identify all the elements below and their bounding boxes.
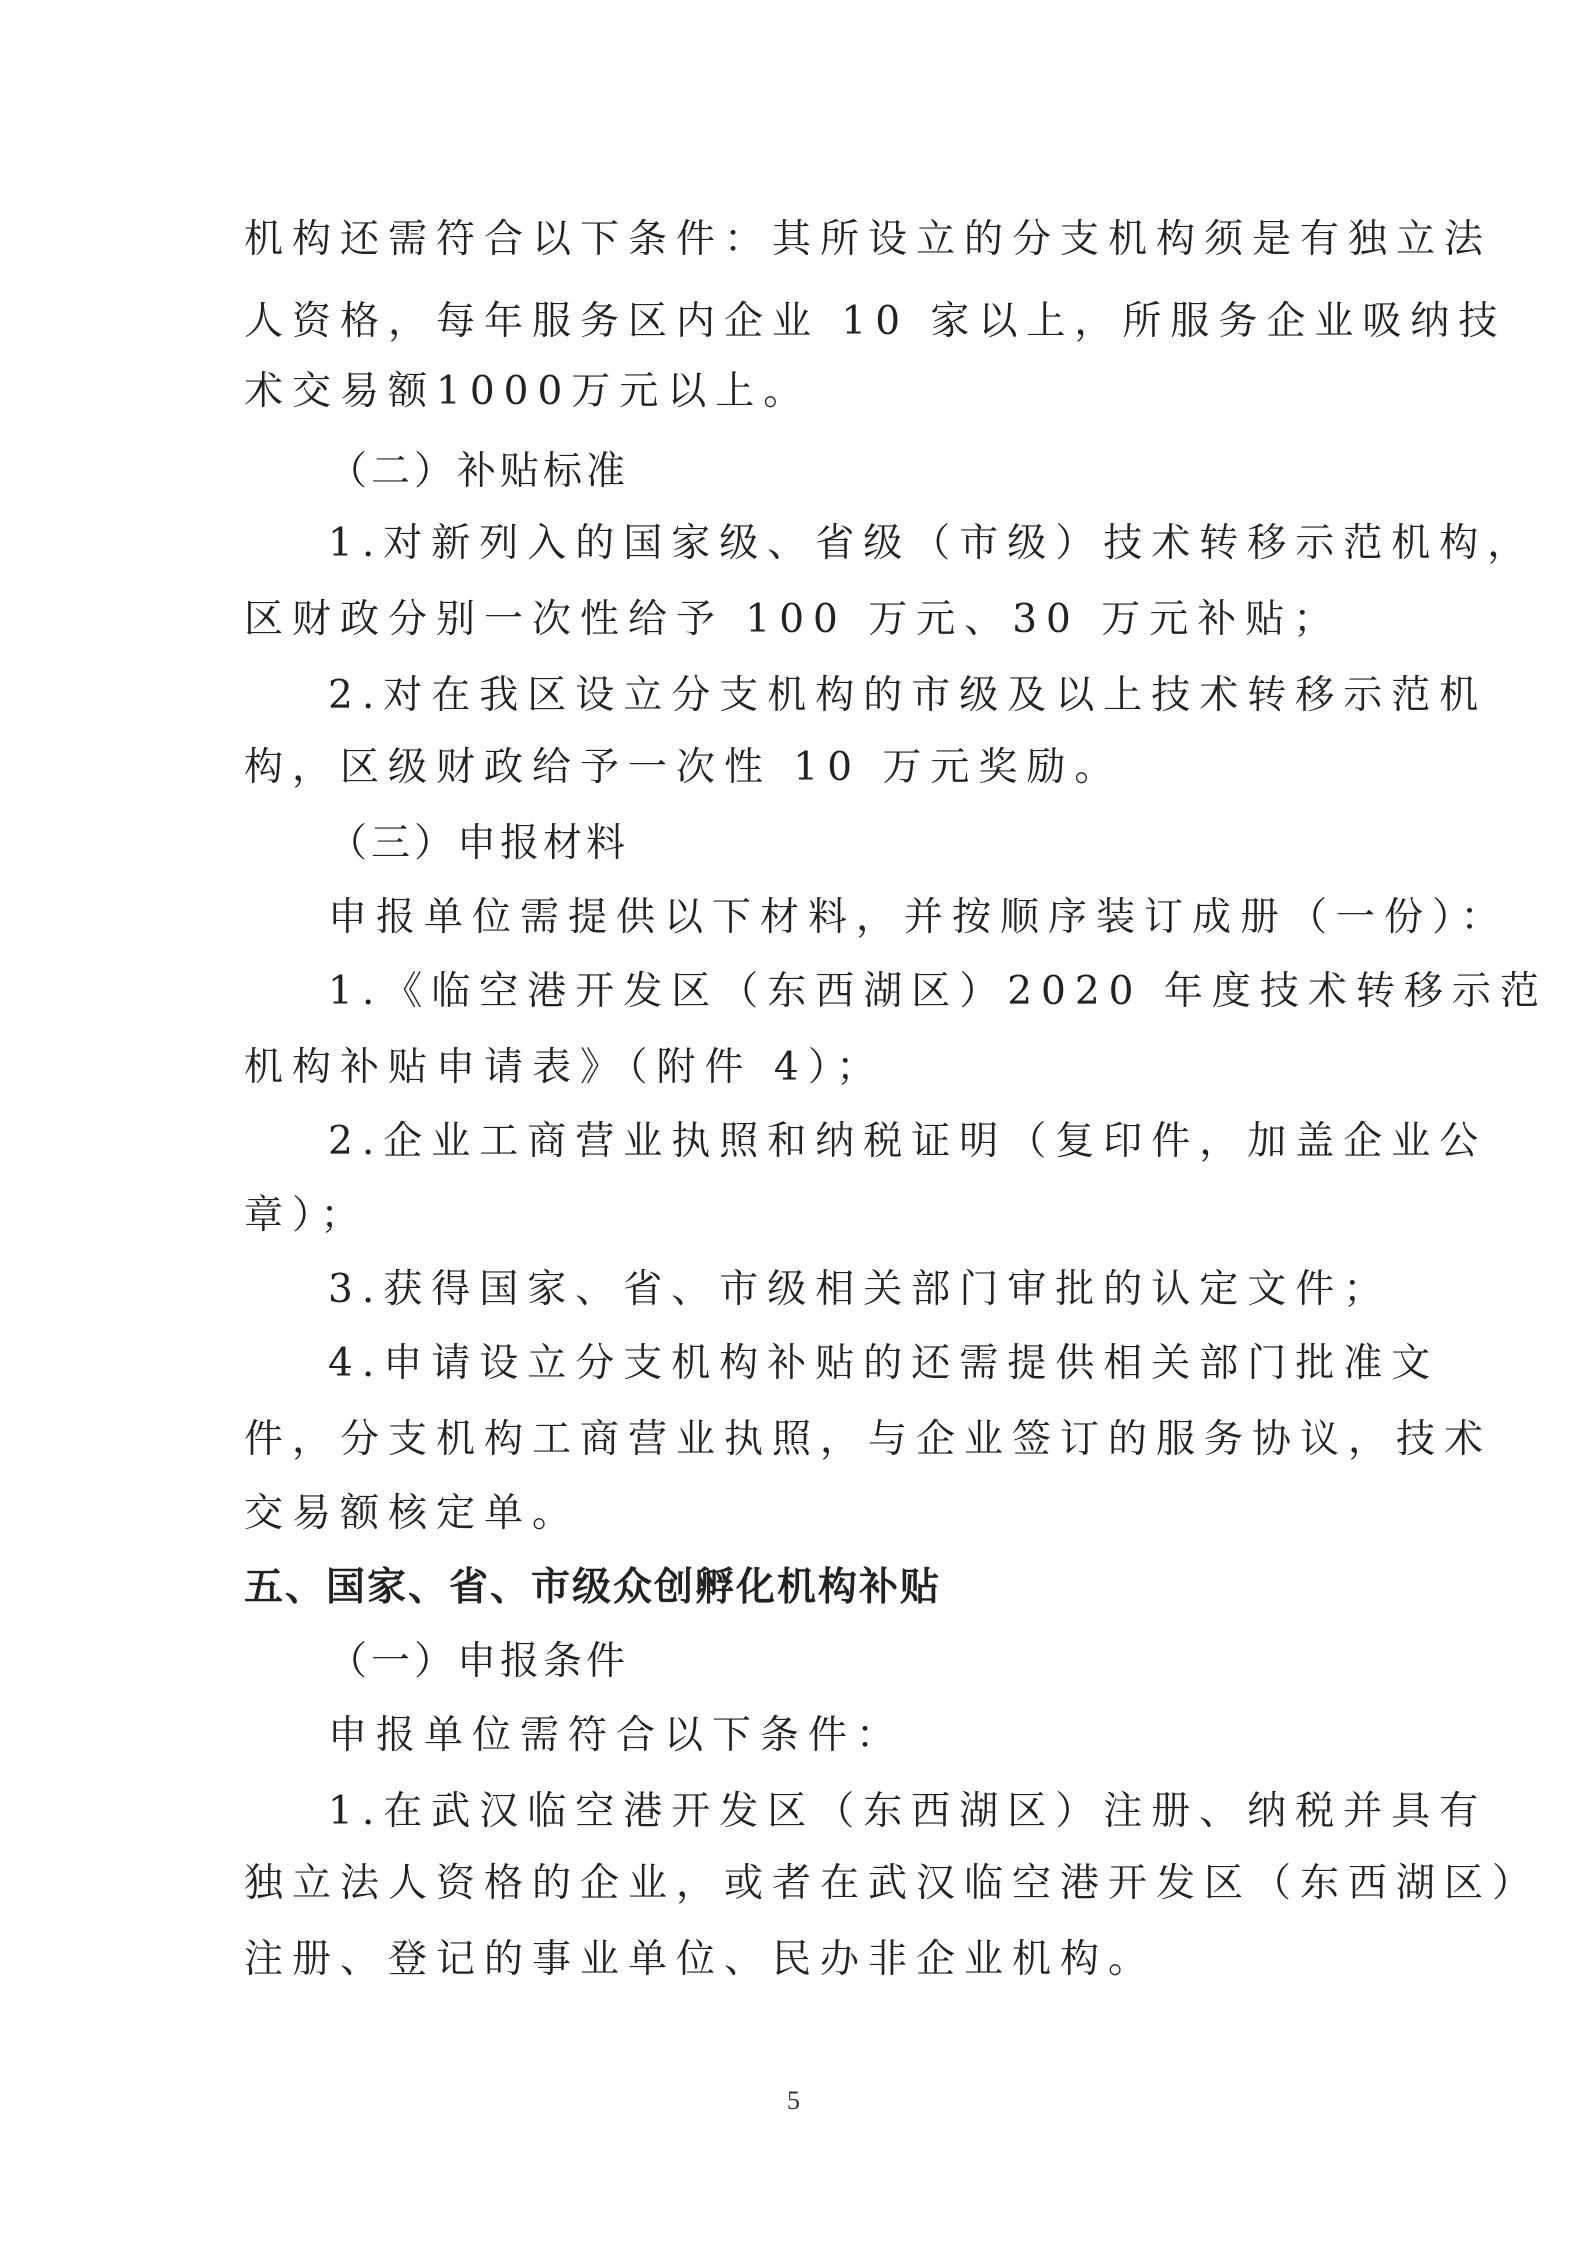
- paragraph-line: 件，分支机构工商营业执照，与企业签订的服务协议，技术: [244, 1417, 1493, 1462]
- paragraph-line: 章）；: [244, 1193, 369, 1238]
- paragraph-line: 注册、登记的事业单位、民办非企业机构。: [244, 1937, 1157, 1982]
- paragraph-line: 区财政分别一次性给予 100 万元、30 万元补贴；: [244, 597, 1342, 642]
- paragraph-line: 构，区级财政给予一次性 10 万元奖励。: [244, 745, 1123, 790]
- paragraph-line: 机构补贴申请表》（附件 4）；: [244, 1045, 885, 1090]
- paragraph-line: 术交易额1000万元以上。: [244, 369, 812, 414]
- section-heading: 五、国家、省、市级众创孵化机构补贴: [244, 1565, 942, 1610]
- paragraph-line: 1.对新列入的国家级、省级（市级）技术转移示范机构，: [328, 521, 1536, 566]
- paragraph-line: 2.对在我区设立分支机构的市级及以上技术转移示范机: [328, 673, 1488, 718]
- paragraph-line: 独立法人资格的企业，或者在武汉临空港开发区（东西湖区）: [244, 1861, 1541, 1906]
- paragraph-line: 1.《临空港开发区（东西湖区）2020 年度技术转移示范: [328, 969, 1548, 1014]
- paragraph-line: 4.申请设立分支机构补贴的还需提供相关部门批准文: [328, 1341, 1440, 1386]
- paragraph-line: 2.企业工商营业执照和纳税证明（复印件，加盖企业公: [328, 1119, 1488, 1164]
- subheading-application-conditions: （一）申报条件: [328, 1639, 630, 1684]
- page-number: 5: [787, 2086, 800, 2115]
- paragraph-line: 3.获得国家、省、市级相关部门审批的认定文件；: [328, 1267, 1392, 1312]
- paragraph-line: 交易额核定单。: [244, 1491, 581, 1536]
- paragraph-line: 人资格，每年服务区内企业 10 家以上，所服务企业吸纳技: [244, 299, 1507, 344]
- paragraph-line: 申报单位需符合以下条件：: [328, 1713, 905, 1758]
- paragraph-line: 机构还需符合以下条件：其所设立的分支机构须是有独立法: [244, 217, 1493, 262]
- subheading-subsidy-standard: （二）补贴标准: [328, 449, 630, 494]
- paragraph-line: 1.在武汉临空港开发区（东西湖区）注册、纳税并具有: [328, 1789, 1488, 1834]
- subheading-application-materials: （三）申报材料: [328, 821, 630, 866]
- paragraph-line: 申报单位需提供以下材料，并按顺序装订成册（一份）：: [328, 895, 1509, 940]
